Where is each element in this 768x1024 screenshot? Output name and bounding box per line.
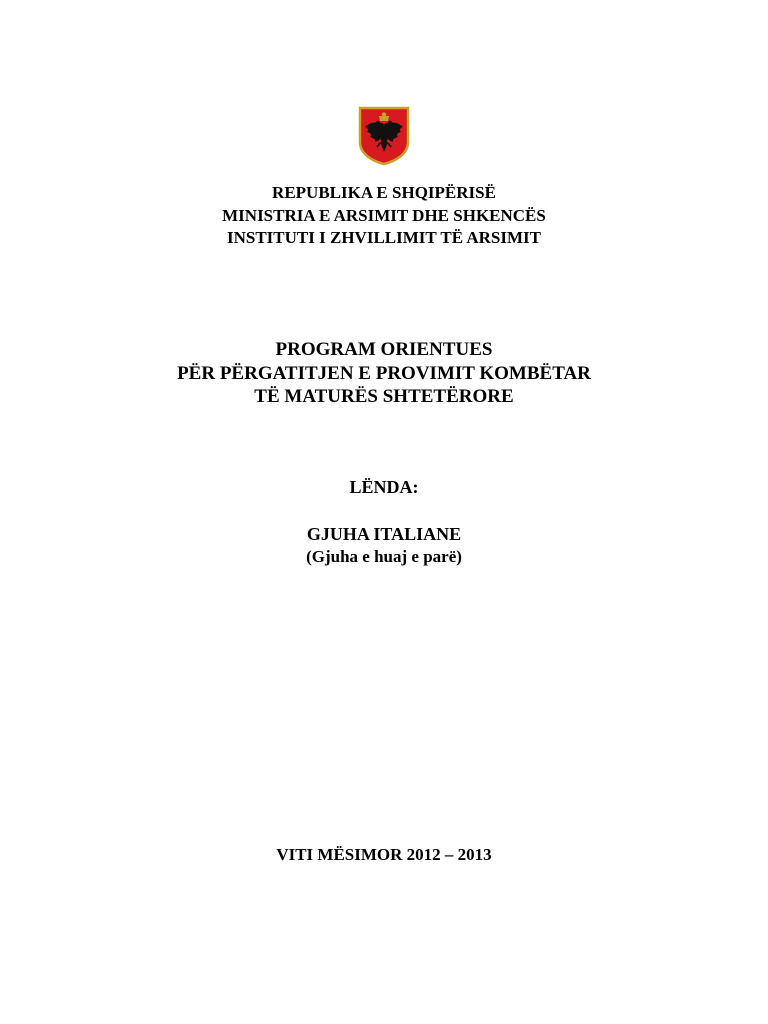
subject-name: GJUHA ITALIANE	[306, 524, 462, 544]
institution-line-institute: INSTITUTI I ZHVILLIMIT TË ARSIMIT	[227, 228, 541, 247]
coat-of-arms-icon	[358, 106, 410, 166]
subject-note: (Gjuha e huaj e parë)	[306, 547, 462, 566]
institution-line-ministry: MINISTRIA E ARSIMIT DHE SHKENCËS	[222, 206, 546, 225]
document-title-line-2: PËR PËRGATITJEN E PROVIMIT KOMBËTAR	[177, 363, 591, 384]
institution-line-republic: REPUBLIKA E SHQIPËRISË	[272, 183, 496, 202]
subject-label: LËNDA:	[349, 477, 419, 497]
document-title-line-3: TË MATURËS SHTETËRORE	[254, 386, 514, 407]
document-title-line-1: PROGRAM ORIENTUES	[275, 339, 493, 360]
academic-year: VITI MËSIMOR 2012 – 2013	[276, 845, 492, 864]
